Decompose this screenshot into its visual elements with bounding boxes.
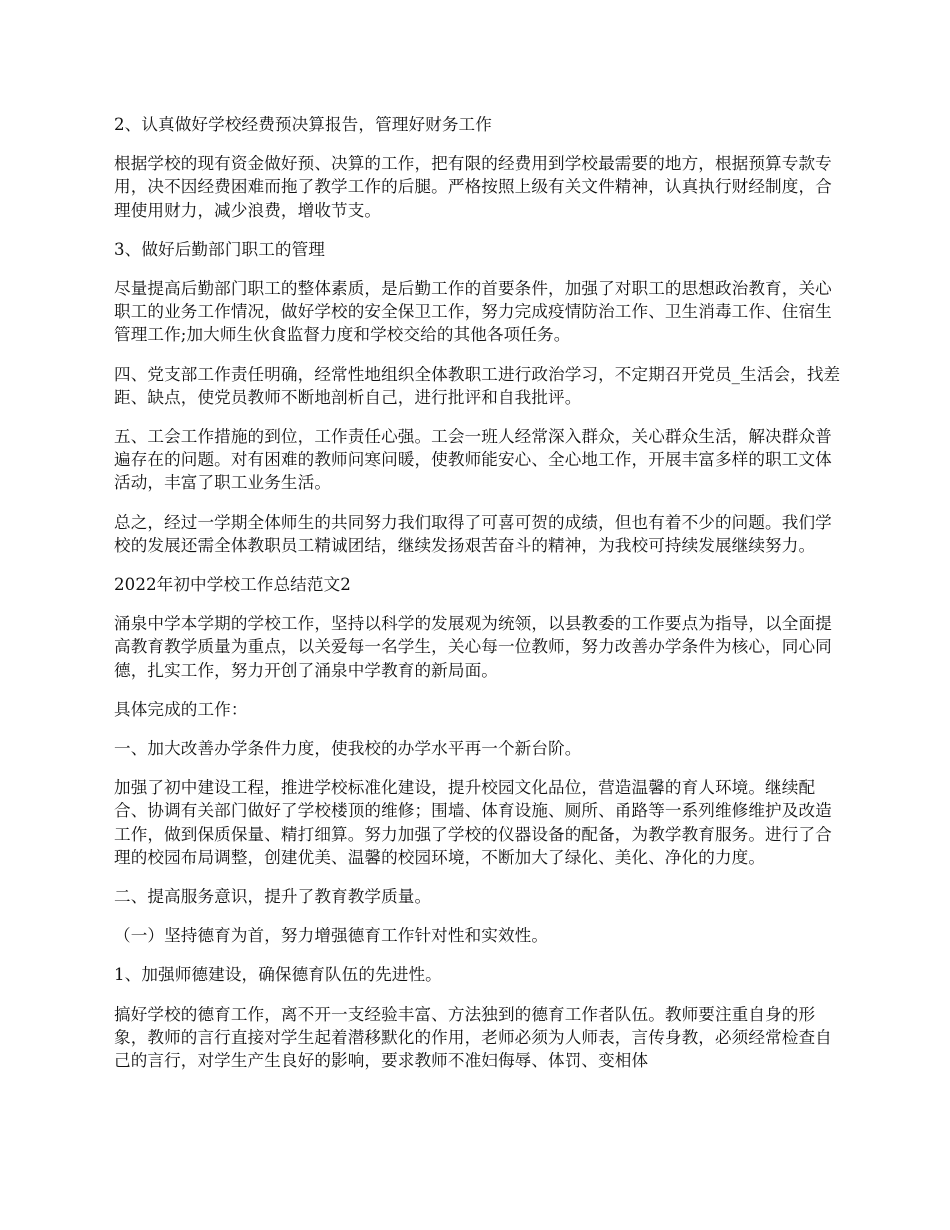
document-title-2: 2022年初中学校工作总结范文2	[114, 575, 351, 595]
section-heading-completed-work: 具体完成的工作：	[114, 699, 248, 719]
paragraph-intro: 涌泉中学本学期的学校工作，坚持以科学的发展观为统领，以县教委的工作要点为指导，以全面提高教育教学质量为重点，以关爱每一名学生，关心每一位教师，努力改善办学条件为核心，同心同德，扎实工作，努力开创了涌泉中学教育的新局面。	[114, 614, 832, 680]
paragraph-construction: 加强了初中建设工程，推进学校标准化建设，提升校园文化品位，营造温馨的育人环境。继续配合、协调有关部门做好了学校楼顶的维修；围墙、体育设施、厕所、甬路等一系列维修维护及改造工作，做到保质保量、精打细算。努力加强了学校的仪器设备的配备，为教学教育服务。进行了合理的校园布局调整，创建优美、温馨的校园环境，不断加大了绿化、美化、净化的力度。	[114, 778, 832, 867]
paragraph-union: 五、工会工作措施的到位，工作责任心强。工会一班人经常深入群众，关心群众生活，解决群众普遍存在的问题。对有困难的教师问寒问暖，使教师能安心、全心地工作，开展丰富多样的职工文体活动，丰富了职工业务生活。	[114, 427, 832, 493]
paragraph-summary: 总之，经过一学期全体师生的共同努力我们取得了可喜可贺的成绩，但也有着不少的问题。我们学校的发展还需全体教职员工精诚团结，继续发扬艰苦奋斗的精神，为我校可持续发展继续努力。	[114, 512, 832, 555]
section-heading-service: 二、提高服务意识，提升了教育教学质量。	[114, 887, 432, 907]
section-heading-finance: 2、认真做好学校经费预决算报告，管理好财务工作	[114, 115, 492, 134]
paragraph-budget: 根据学校的现有资金做好预、决算的工作，把有限的经费用到学校最需要的地方，根据预算专款专用，决不因经费困难而拖了教学工作的后腿。严格按照上级有关文件精神，认真执行财经制度，合理使用财力，减少浪费，增收节支。	[114, 154, 832, 220]
paragraph-teacher-ethics: 搞好学校的德育工作，离不开一支经验丰富、方法独到的德育工作者队伍。教师要注重自身的形象，教师的言行直接对学生起着潜移默化的作用，老师必须为人师表，言传身教，必须经常检查自己的言行，对学生产生良好的影响，要求教师不准妇侮辱、体罚、变相体	[114, 1004, 832, 1071]
section-heading-teacher-ethics: 1、加强师德建设，确保德育队伍的先进性。	[114, 965, 442, 985]
section-heading-logistics: 3、做好后勤部门职工的管理	[114, 239, 325, 259]
section-heading-conditions: 一、加大改善办学条件力度，使我校的办学水平再一个新台阶。	[114, 739, 582, 759]
paragraph-logistics-staff: 尽量提高后勤部门职工的整体素质，是后勤工作的首要条件，加强了对职工的思想政治教育，关心职工的业务工作情况，做好学校的安全保卫工作，努力完成疫情防治工作、卫生消毒工作、住宿生管理工作;加大师生伙食监督力度和学校交给的其他各项任务。	[114, 279, 832, 345]
paragraph-party-branch: 四、党支部工作责任明确，经常性地组织全体教职工进行政治学习，不定期召开党员_生活会，找差距、缺点，使党员教师不断地剖析自己，进行批评和自我批评。	[114, 364, 841, 407]
section-heading-moral-education: （一）坚持德育为首，努力增强德育工作针对性和实效性。	[114, 926, 549, 946]
